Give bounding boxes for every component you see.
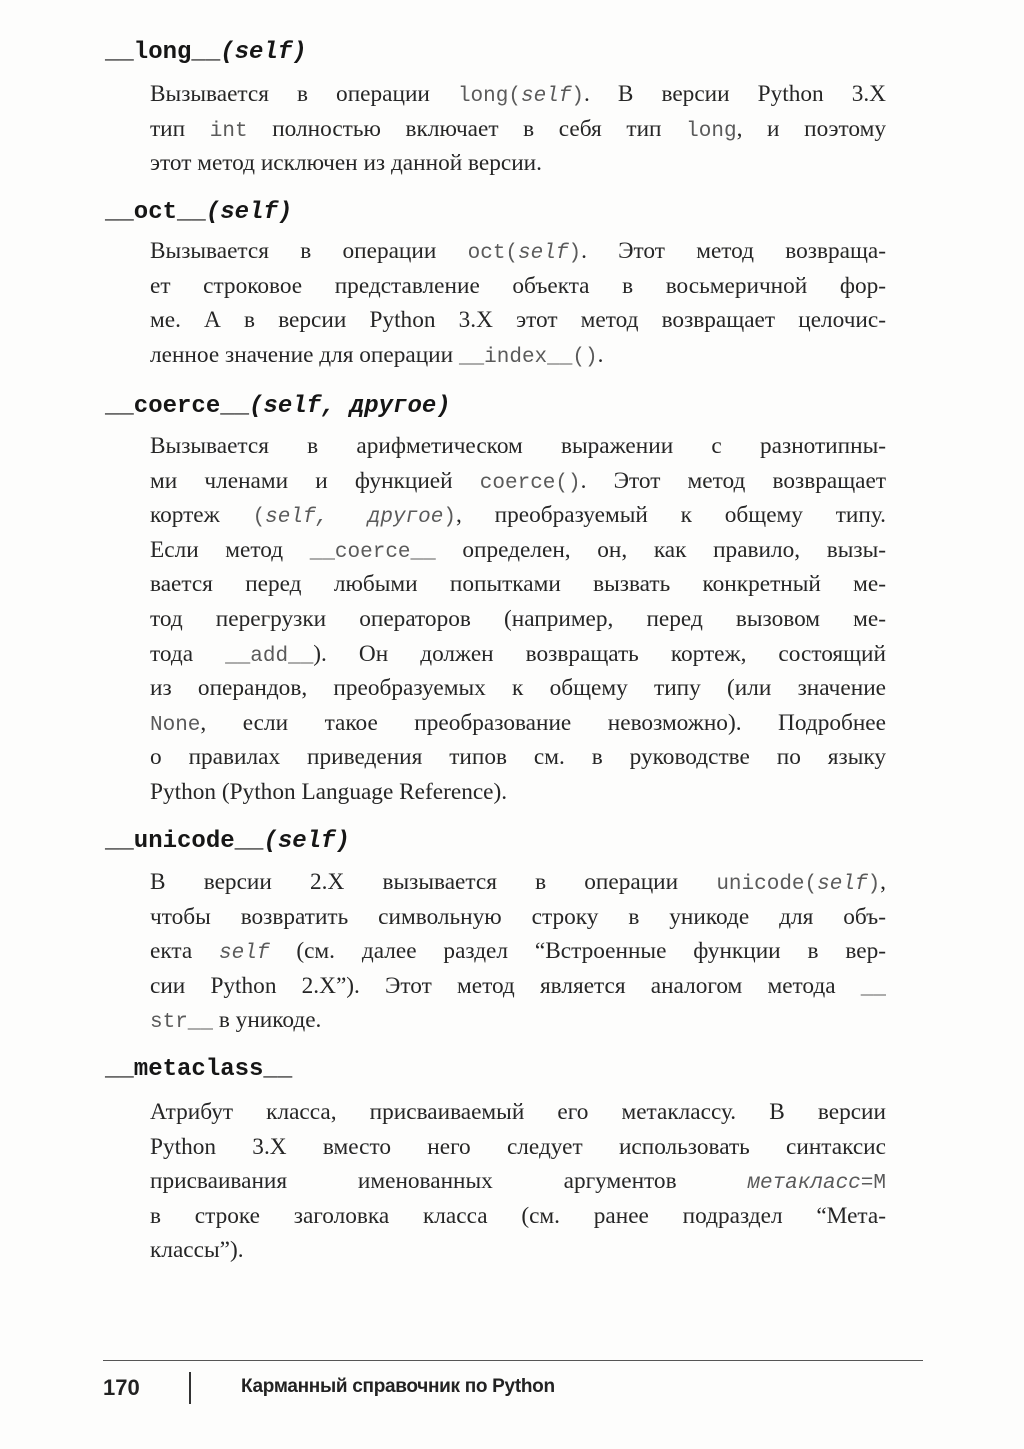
footer-separator <box>189 1372 191 1404</box>
inline-code: ) <box>568 242 582 265</box>
inline-code: ( <box>252 506 266 530</box>
description-line <box>150 637 886 672</box>
description-line <box>150 775 886 810</box>
prose-text: этот метод исключен из данной версии. <box>150 150 542 177</box>
description-line <box>150 234 886 269</box>
entry-description <box>150 234 886 372</box>
description-line <box>150 900 886 935</box>
prose-text: В версии 2.X вызывается в операции <box>150 869 717 895</box>
description-line <box>150 740 886 775</box>
prose-text: чтобы возвратить символьную строку в уникоде для объ- <box>150 903 886 930</box>
inline-code: __add__ <box>225 644 314 668</box>
inline-code: None <box>150 713 201 737</box>
inline-code: =M <box>860 1172 886 1196</box>
method-args: (self) <box>205 199 293 226</box>
inline-code: str__ <box>150 1011 214 1035</box>
method-name: __long__ <box>105 39 221 66</box>
description-line <box>150 77 886 112</box>
prose-text: из операндов, преобразуемых к общему типу (или значение <box>150 675 886 702</box>
description-line <box>150 498 886 533</box>
prose-text: в строке заголовка класса (см. ранее подраздел “Мета- <box>150 1202 886 1229</box>
description-line <box>150 567 886 602</box>
entry-description <box>150 865 886 1038</box>
inline-code-italic: self <box>518 242 569 265</box>
prose-text: Если метод <box>150 536 310 563</box>
entry-heading <box>105 38 905 68</box>
description-line <box>150 533 886 568</box>
prose-text: ме. А в версии Python 3.X этот метод возвращает целочис- <box>150 307 886 334</box>
prose-text: кортеж <box>150 502 253 529</box>
running-footer-title: Карманный справочник по Python <box>241 1376 555 1397</box>
prose-text: тода <box>150 640 226 667</box>
inline-code: unicode( <box>716 873 818 896</box>
entry-description <box>150 77 886 181</box>
inline-code-italic: self <box>817 873 868 896</box>
prose-text: , <box>880 869 886 895</box>
entry-long <box>105 38 905 181</box>
description-line <box>150 1130 886 1165</box>
inline-code: ) <box>443 506 456 530</box>
description-line <box>150 338 886 373</box>
prose-text: , и поэтому <box>736 115 886 142</box>
description-line <box>150 269 886 304</box>
inline-code: ) <box>867 873 881 896</box>
prose-text: . Этот метод возвраща- <box>581 238 887 264</box>
prose-text: Вызывается в операции <box>150 238 468 264</box>
inline-code: coerce() <box>479 471 581 495</box>
description-line <box>150 1233 886 1268</box>
description-line <box>150 671 886 706</box>
footer-rule <box>103 1360 923 1361</box>
inline-code: int <box>209 119 248 143</box>
method-name: __coerce__ <box>105 393 250 420</box>
description-line <box>150 303 886 338</box>
description-line <box>150 1003 886 1038</box>
description-line <box>150 706 886 741</box>
method-args: (self) <box>263 828 350 855</box>
inline-code-italic: self <box>219 942 270 966</box>
prose-text: присваивания именованных аргументов <box>150 1168 748 1195</box>
entry-heading <box>105 198 905 228</box>
prose-text: , преобразуемый к общему типу. <box>456 502 886 529</box>
prose-text: . В версии Python 3.X <box>584 81 887 107</box>
description-line <box>150 602 886 637</box>
prose-text: определен, он, как правило, вызы- <box>435 536 886 563</box>
prose-text: Python (Python Language Reference). <box>150 778 508 805</box>
prose-text: тод перегрузки операторов (например, перед вызовом ме- <box>150 605 886 632</box>
description-line <box>150 464 886 499</box>
prose-text: Атрибут класса, присваиваемый его метаклассу. В версии <box>150 1099 886 1125</box>
prose-text: полностью включает в себя тип <box>247 115 687 142</box>
prose-text: вается перед любыми попытками вызвать конкретный ме- <box>150 571 886 598</box>
prose-text: екта <box>150 938 220 965</box>
prose-text: Вызывается в операции <box>150 81 458 107</box>
method-name: __metaclass__ <box>105 1056 293 1083</box>
entry-description <box>150 1095 886 1268</box>
entry-description <box>150 429 886 810</box>
page-number: 170 <box>103 1375 140 1400</box>
prose-text: ет строковое представление объекта в восьмеричной фор- <box>150 272 886 299</box>
entry-heading <box>105 1055 905 1085</box>
inline-code: __ <box>860 976 886 1000</box>
prose-text: . Этот метод возвращает <box>580 467 887 494</box>
entry-coerce <box>105 392 905 810</box>
entry-unicode <box>105 827 905 1038</box>
prose-text: о правилах приведения типов см. в руководстве по языку <box>150 744 886 771</box>
entry-oct <box>105 198 905 372</box>
prose-text: ми членами и функцией <box>150 467 480 494</box>
prose-text: тип <box>150 115 210 142</box>
inline-code-italic: self <box>520 85 572 108</box>
entry-heading <box>105 827 905 857</box>
prose-text: , если такое преобразование невозможно). Подробнее <box>200 709 886 736</box>
description-line <box>150 429 886 464</box>
prose-text: сии Python 2.X”). Этот метод является аналогом метода <box>150 972 861 999</box>
description-line <box>150 1164 886 1199</box>
prose-text: ленное значение для операции <box>150 341 459 368</box>
inline-code: long( <box>457 85 521 108</box>
inline-code-italic: метакласс <box>747 1172 861 1196</box>
method-name: __unicode__ <box>105 828 264 855</box>
inline-code: long <box>686 119 737 143</box>
inline-code: ) <box>571 85 584 108</box>
prose-text: классы”). <box>150 1237 244 1264</box>
prose-text: . <box>597 341 604 368</box>
inline-code: __index__() <box>458 345 598 369</box>
description-line <box>150 1095 886 1130</box>
method-args: (self) <box>220 39 307 66</box>
description-line <box>150 865 886 900</box>
inline-code: __coerce__ <box>309 540 436 564</box>
prose-text: Python 3.X вместо него следует использовать синтаксис <box>150 1133 886 1160</box>
prose-text: Вызывается в арифметическом выражении с разнотипны- <box>150 433 886 459</box>
description-line <box>150 112 886 147</box>
entry-heading <box>105 392 905 422</box>
description-line <box>150 1199 886 1234</box>
prose-text: (см. далее раздел “Встроенные функции в вер- <box>269 938 886 965</box>
method-name: __oct__ <box>105 199 206 226</box>
inline-code-italic: self, другое <box>265 506 444 530</box>
inline-code: oct( <box>467 242 519 265</box>
method-args: (self, другое) <box>249 393 451 420</box>
description-line <box>150 934 886 969</box>
description-line <box>150 146 886 181</box>
prose-text: ). Он должен возвращать кортеж, состоящий <box>313 640 886 667</box>
description-line <box>150 969 886 1004</box>
prose-text: в уникоде. <box>213 1007 322 1034</box>
entry-metaclass <box>105 1055 905 1268</box>
